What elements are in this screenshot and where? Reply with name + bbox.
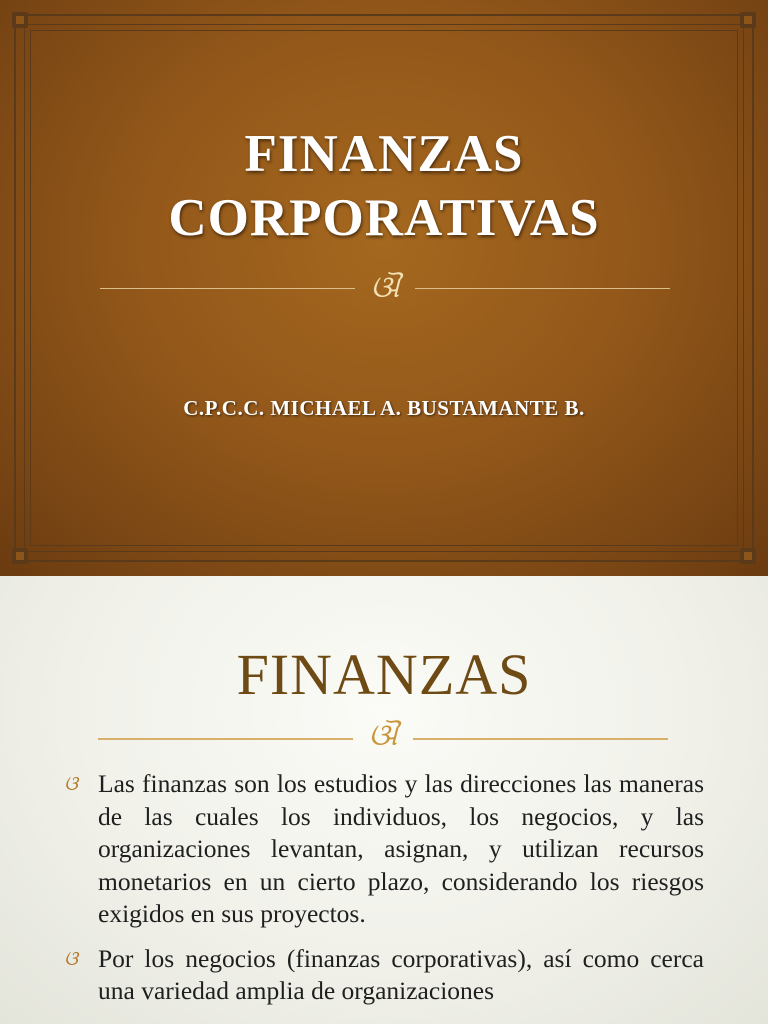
frame-line: [30, 30, 738, 31]
bullet-flourish-icon: ଓ: [64, 947, 78, 970]
divider-line-left: [98, 738, 353, 740]
list-item: [64, 768, 704, 931]
bullet-text: Las finanzas son los estudios y las direcciones las maneras de las cuales los individuos, los negocios, y las organizaciones levantan, asignan, y utilizan recursos monetarios en un cierto plazo, considerando los riesgos exigidos en sus proyectos.: [98, 769, 704, 928]
title-ornament-divider: [100, 268, 670, 308]
divider-line-right: [415, 288, 670, 289]
frame-corner-ornament: [12, 548, 28, 564]
divider-line-left: [100, 288, 355, 289]
slide-title: [0, 122, 768, 250]
frame-corner-ornament: [740, 548, 756, 564]
frame-corner-ornament: [740, 12, 756, 28]
title-ornament-divider: [98, 720, 668, 756]
author-name: C.P.C.C. MICHAEL A. BUSTAMANTE B.: [183, 396, 585, 420]
bullet-flourish-icon: ଓ: [64, 773, 78, 795]
flourish-icon: ଔ: [370, 271, 400, 304]
list-item: [64, 943, 704, 1008]
bullet-list: [64, 768, 704, 1008]
flourish-icon: ଔ: [368, 719, 398, 752]
slide-title: FINANZAS: [236, 642, 532, 707]
frame-line: [30, 545, 738, 546]
bullet-text: Por los negocios (finanzas corporativas), así como cerca una variedad amplia de organizaciones: [98, 943, 704, 1005]
title-line-2: CORPORATIVAS: [168, 189, 600, 247]
frame-line: [30, 30, 31, 546]
frame-corner-ornament: [12, 12, 28, 28]
title-line-1: FINANZAS: [244, 125, 524, 183]
content-slide: [0, 576, 768, 1024]
frame-line: [737, 30, 738, 546]
divider-line-right: [413, 738, 668, 740]
